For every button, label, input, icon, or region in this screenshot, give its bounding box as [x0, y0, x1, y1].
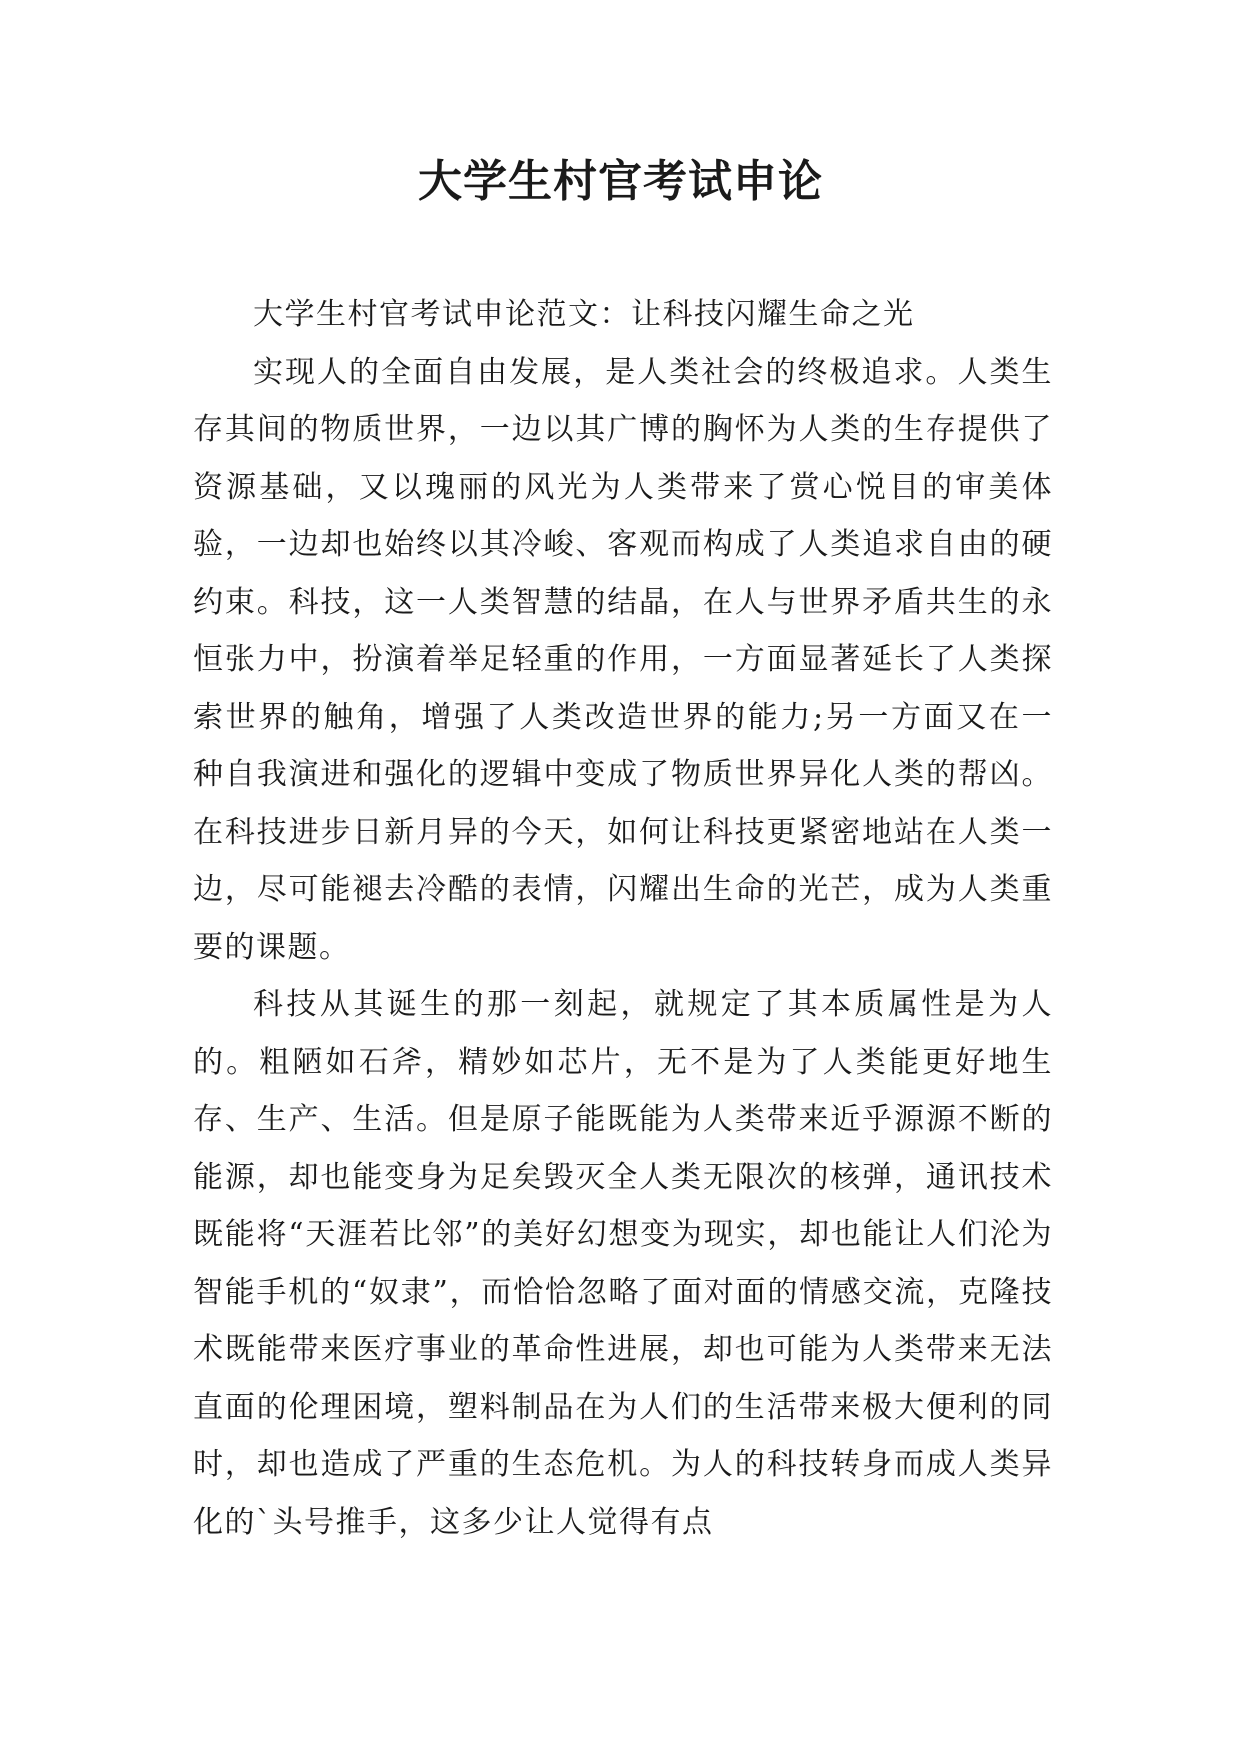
- document-body: [193, 286, 1053, 1551]
- document-title: 大学生村官考试申论: [418, 156, 823, 207]
- paragraph: 科技从其诞生的那一刻起，就规定了其本质属性是为人的。粗陋如石斧，精妙如芯片，无不是为了人类能更好地生存、生产、生活。但是原子能既能为人类带来近乎源源不断的能源，却也能变身为足矣毁灭全人类无限次的核弹，通讯技术既能将“天涯若比邻”的美好幻想变为现实，却也能让人们沦为智能手机的“奴隶”，而恰恰忽略了面对面的情感交流，克隆技术既能带来医疗事业的革命性进展，却也可能为人类带来无法直面的伦理困境，塑料制品在为人们的生活带来极大便利的同时，却也造成了严重的生态危机。为人的科技转身而成人类异化的`头号推手，这多少让人觉得有点: [193, 987, 1053, 1540]
- essay-subtitle: 大学生村官考试申论范文：让科技闪耀生命之光: [253, 297, 915, 332]
- paragraph: 实现人的全面自由发展，是人类社会的终极追求。人类生存其间的物质世界，一边以其广博的胸怀为人类的生存提供了资源基础，又以瑰丽的风光为人类带来了赏心悦目的审美体验，一边却也始终以其冷峻、客观而构成了人类追求自由的硬约束。科技，这一人类智慧的结晶，在人与世界矛盾共生的永恒张力中，扮演着举足轻重的作用，一方面显著延长了人类探索世界的触角，增强了人类改造世界的能力;另一方面又在一种自我演进和强化的逻辑中变成了物质世界异化人类的帮凶。在科技进步日新月异的今天，如何让科技更紧密地站在人类一边，尽可能褪去冷酷的表情，闪耀出生命的光芒，成为人类重要的课题。: [193, 354, 1053, 965]
